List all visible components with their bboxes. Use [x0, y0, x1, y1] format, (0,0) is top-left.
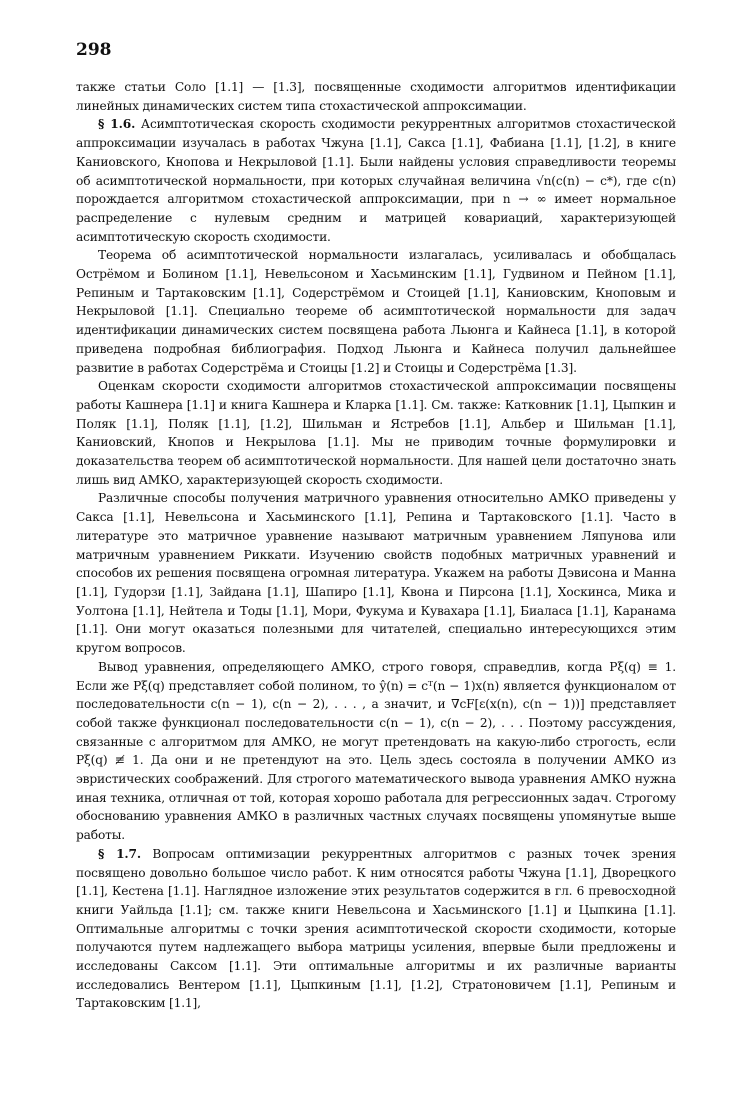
section-heading: § 1.7.: [98, 846, 141, 861]
paragraph: [76, 658, 676, 845]
paragraph: [76, 115, 676, 246]
paragraph-text: Вывод уравнения, определяющего АМКО, строго говоря, справедлив, когда Pξ(q) ≡ 1. Если же Pξ(q) представляет собой полином, то ŷ(n) = cᵀ(n − 1)x(n) является функционалом от последовательности c(n − 1), c(n − 2), . . . , а значит, и ∇cF[ε(x(n), c(n − 1))] представляет собой также функционал последовательности c(n − 1), c(n − 2), . . . Поэтому рассуждения, связанные с алгоритмом для АМКО, не могут претендовать на какую-либо строгость, если Pξ(q) ≢ 1. Да они и не претендуют на это. Цель здесь состояла в получении АМКО из эвристических соображений. Для строгого математического вывода уравнения АМКО нужна иная техника, отличная от той, которая хорошо работала для регрессионных задач. Строгому обоснованию уравнения АМКО в различных частных случаях посвящены упомянутые выше работы.: [76, 659, 676, 843]
body-text: [76, 78, 676, 1013]
paragraph-text: Различные способы получения матричного уравнения относительно АМКО приведены у Сакса [1.1], Невельсона и Хасьминского [1.1], Репина и Тартаковского [1.1]. Часто в литературе это матричное уравнение называют матричным уравнением Ляпунова или матричным уравнением Риккати. Изучению свойств подобных матричных уравнений и способов их решения посвящена огромная литература. Укажем на работы Дэвисона и Манна [1.1], Гудорзи [1.1], Зайдана [1.1], Шапиро [1.1], Квона и Пирсона [1.1], Хоскинса, Мика и Уолтона [1.1], Нейтела и Тоды [1.1], Мори, Фукума и Кувахара [1.1], Биаласа [1.1], Каранама [1.1]. Они могут оказаться полезными для читателей, специально интересующихся этим кругом вопросов.: [76, 491, 676, 656]
paragraph: [76, 246, 676, 377]
section-heading: § 1.6.: [98, 117, 136, 132]
paragraph-text: Теорема об асимптотической нормальности излагалась, усиливалась и обобщалась Острёмом и Болином [1.1], Невельсоном и Хасьминским [1.1], Гудвином и Пейном [1.1], Репиным и Тартаковским [1.1], Содерстрёмом и Стоицей [1.1], Каниовским, Кноповым и Некрыловой [1.1]. Специально теореме об асимптотической нормальности для задач идентификации динамических систем посвящена работа Льюнга и Кайнеса [1.1], в которой приведена подробная библиография. Подход Льюнга и Кайнеса получил дальнейшее развитие в работах Содерстрёма и Стоицы [1.2] и Стоицы и Содерстрёма [1.3].: [76, 248, 676, 375]
paragraph: [76, 845, 676, 1013]
paragraph-text: также статьи Соло [1.1] — [1.3], посвященные сходимости алгоритмов идентификации линейных динамических систем типа стохастической аппроксимации.: [76, 80, 676, 113]
paragraph: [76, 489, 676, 657]
page-number: 298: [76, 40, 112, 60]
paragraph: [76, 78, 676, 115]
paragraph-text: Оценкам скорости сходимости алгоритмов стохастической аппроксимации посвящены работы Кашнера [1.1] и книга Кашнера и Кларка [1.1]. См. также: Катковник [1.1], Цыпкин и Поляк [1.1], Поляк [1.1], [1.2], Шильман и Ястребов [1.1], Альбер и Шильман [1.1], Каниовский, Кнопов и Некрылова [1.1]. Мы не приводим точные формулировки и доказательства теорем об асимптотической нормальности. Для нашей цели достаточно знать лишь вид АМКО, характеризующей скорость сходимости.: [76, 379, 676, 487]
paragraph-text: Вопросам оптимизации рекуррентных алгоритмов с разных точек зрения посвящено довольно большое число работ. К ним относятся работы Чжуна [1.1], Дворецкого [1.1], Кестена [1.1]. Наглядное изложение этих результатов содержится в гл. 6 превосходной книги Уайльда [1.1]; см. также книги Невельсона и Хасьминского [1.1] и Цыпкина [1.1]. Оптимальные алгоритмы с точки зрения асимптотической скорости сходимости, которые получаются путем надлежащего выбора матрицы усиления, впервые были предложены и исследованы Саксом [1.1]. Эти оптимальные алгоритмы и их различные варианты исследовались Вентером [1.1], Цыпкиным [1.1], [1.2], Стратоновичем [1.1], Репиным и Тартаковским [1.1],: [76, 846, 676, 1011]
paragraph: [76, 377, 676, 489]
paragraph-text: Асимптотическая скорость сходимости рекуррентных алгоритмов стохастической аппроксимации изучалась в работах Чжуна [1.1], Сакса [1.1], Фабиана [1.1], [1.2], в книге Каниовского, Кнопова и Некрыловой [1.1]. Были найдены условия справедливости теоремы об асимптотической нормальности, при которых случайная величина √n(c(n) − c*), где c(n) порождается алгоритмом стохастической аппроксимации, при n → ∞ имеет нормальное распределение с нулевым средним и матрицей ковариаций, характеризующей асимптотическую скорость сходимости.: [76, 117, 676, 244]
